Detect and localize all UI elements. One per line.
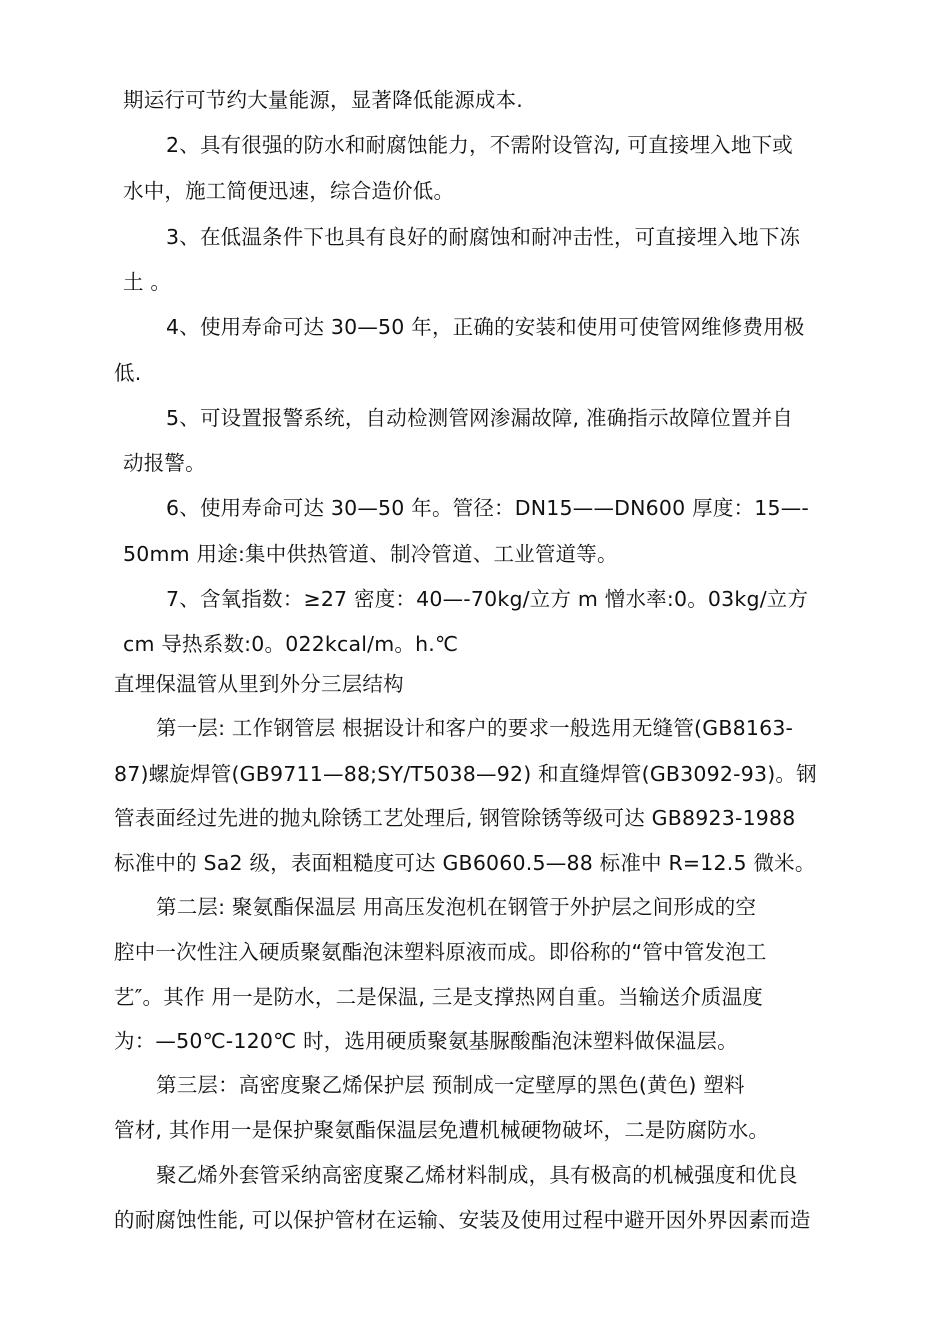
text-line: 6、使用寿命可达 30—50 年。管径：DN15——DN600 厚度：15—- [166,496,809,520]
text-line: 聚乙烯外套管采纳高密度聚乙烯材料制成，具有极高的机械强度和优良 [156,1163,798,1187]
text-line: 期运行可节约大量能源，显著降低能源成本. [123,88,524,112]
text-line: 标准中的 Sa2 级，表面粗糙度可达 GB6060.5—88 标准中 R=12.5 微米。 [114,851,816,875]
text-line: 2、具有很强的防水和耐腐蚀能力，不需附设管沟, 可直接埋入地下或 [166,133,793,157]
text-line: 5、可设置报警系统，自动检测管网渗漏故障, 准确指示故障位置并自 [166,406,793,430]
text-line: 的耐腐蚀性能, 可以保护管材在运输、安装及使用过程中避开因外界因素而造 [114,1208,811,1232]
text-line: 第三层：高密度聚乙烯保护层 预制成一定壁厚的黑色(黄色) 塑料 [156,1073,745,1097]
text-line: 87)螺旋焊管(GB9711—88;SY/T5038—92) 和直缝焊管(GB3092-93)。钢 [114,762,817,786]
text-line: 50mm 用途:集中供热管道、制冷管道、工业管道等。 [123,542,618,566]
text-line: 水中，施工简便迅速，综合造价低。 [123,179,455,203]
text-line: 腔中一次性注入硬质聚氨酯泡沫塑料原液而成。即俗称的“管中管发泡工 [114,940,767,964]
text-line: 第二层: 聚氨酯保温层 用高压发泡机在钢管于外护层之间形成的空 [156,895,757,919]
text-line: 动报警。 [123,451,206,475]
text-line: 管材, 其作用一是保护聚氨酯保温层免遭机械硬物破坏，二是防腐防水。 [114,1118,770,1142]
text-line: cm 导热系数:0。022kcal/m。h.℃ [123,632,459,656]
text-line: 低. [114,361,142,385]
text-line: 管表面经过先进的抛丸除锈工艺处理后, 钢管除锈等级可达 GB8923-1988 [114,806,796,830]
text-line: 艺″。其作 用一是防水，二是保温, 三是支撑热网自重。当输送介质温度 [114,985,764,1009]
text-line: 为：—50℃-120℃ 时，选用硬质聚氨基脲酸酯泡沫塑料做保温层。 [114,1029,738,1053]
text-line: 土 。 [123,270,172,294]
text-line: 7、含氧指数：≥27 密度：40—-70kg/立方 m 憎水率:0。03kg/立方 [166,587,809,611]
section-heading: 直埋保温管从里到外分三层结构 [114,672,404,696]
text-line: 4、使用寿命可达 30—50 年，正确的安装和使用可使管网维修费用极 [166,315,805,339]
text-line: 第一层: 工作钢管层 根据设计和客户的要求一般选用无缝管(GB8163- [156,716,794,740]
text-line: 3、在低温条件下也具有良好的耐腐蚀和耐冲击性，可直接埋入地下冻 [166,225,801,249]
